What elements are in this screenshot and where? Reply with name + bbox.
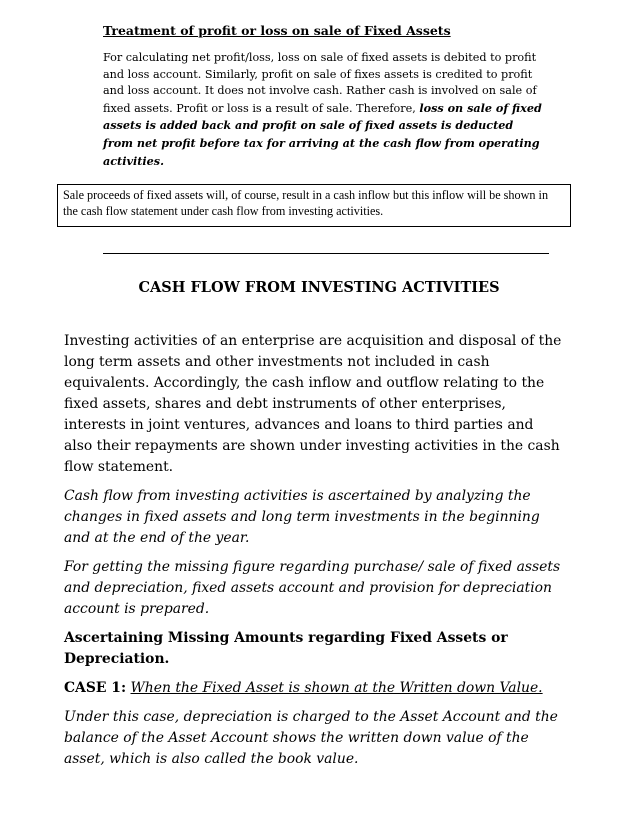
paragraph-missing-figure: For getting the missing figure regarding purchase/ sale of fixed assets and depreciation, fixed assets account and provision for depreciation account is prepared. (64, 559, 561, 617)
paragraph-ascertained: Cash flow from investing activities is ascertained by analyzing the changes in fixed assets and long term investments in the beginning and at the end of the year. (64, 488, 540, 546)
horizontal-rule (103, 253, 549, 254)
fixed-assets-treatment-section (103, 22, 543, 170)
paragraph-emphasis-text: loss on sale of fixed assets is added back and profit on sale of fixed assets is deducted from net profit before tax for arriving at the cash flow from operating activities. (103, 100, 542, 168)
subheading-missing-amounts: Ascertaining Missing Amounts regarding Fixed Assets or Depreciation. (64, 630, 508, 667)
section-paragraph (103, 50, 543, 170)
paragraph-case1-explanation: Under this case, depreciation is charged to the Asset Account and the balance of the Asset Account shows the written down value of the asset, which is also called the book value. (64, 709, 558, 767)
note-text: Sale proceeds of fixed assets will, of course, result in a cash inflow but this inflow will be shown in the cash flow statement under cash flow from investing activities. (63, 188, 549, 218)
main-heading: CASH FLOW FROM INVESTING ACTIVITIES (138, 279, 500, 296)
main-body (64, 331, 564, 778)
case1-line (64, 678, 564, 699)
note-box (57, 184, 571, 227)
paragraph-plain-text: For calculating net profit/loss, loss on sale of fixed assets is debited to profit and loss account. Similarly, profit on sale of fixes assets is credited to profit and loss account. It does not involve cash. Rather cash is involved on sale of fixed assets. Profit or loss is a result of sale. Therefore, (103, 51, 537, 115)
paragraph-investing-activities: Investing activities of an enterprise are acquisition and disposal of the long term assets and other investments not included in cash equivalents. Accordingly, the cash inflow and outflow relating to the fixed assets, shares and debt instruments of other enterprises, interests in joint ventures, advances and loans to third parties and also their repayments are shown under investing activities in the cash flow statement. (64, 333, 562, 475)
section-heading: Treatment of profit or loss on sale of Fixed Assets (103, 23, 451, 38)
case1-description: When the Fixed Asset is shown at the Written down Value. (130, 680, 543, 696)
case1-label: CASE 1: (64, 680, 127, 696)
